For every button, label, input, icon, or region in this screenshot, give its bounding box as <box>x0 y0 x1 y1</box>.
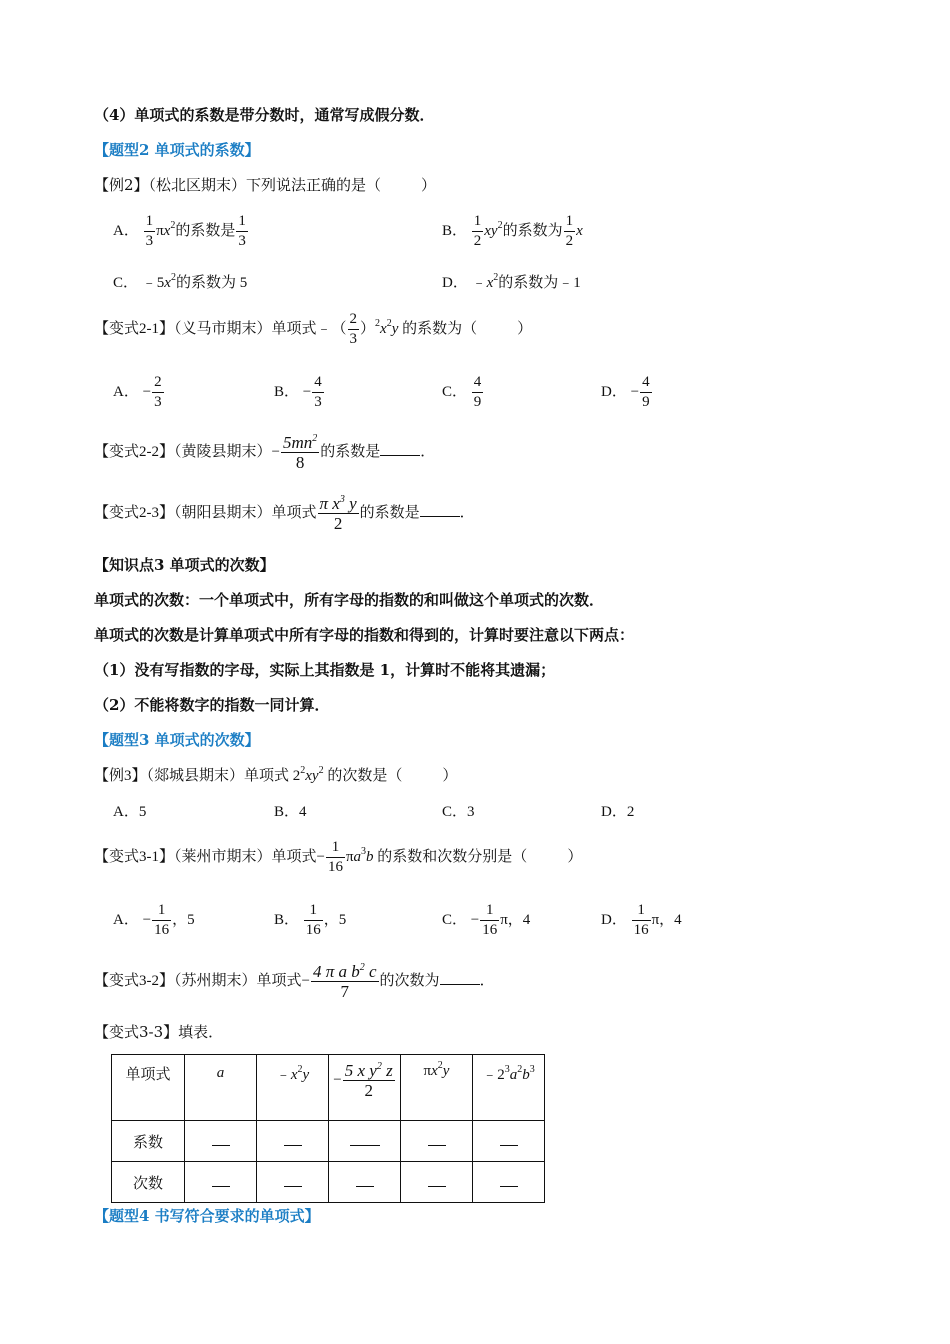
example3-option-d: D．2 <box>601 804 635 820</box>
kp3-line3: （1）没有写指数的字母，实际上其指数是 1，计算时不能将其遗漏； <box>94 661 556 679</box>
example3-option-a: A．5 <box>113 804 147 820</box>
answer-blank[interactable] <box>420 502 460 517</box>
example3-option-b: B．4 <box>274 804 307 820</box>
variant2-1-question: 【变式2-1】（义马市期末）单项式﹣（ $\frac{2}{3}$ ）$^2x^2y$ 的系数为（ ） <box>94 311 533 347</box>
variant2-2-question: 【变式2-2】（黄陵县期末）− $\frac{5mn^2}{8}$ 的系数是 ． <box>94 433 436 472</box>
example3-question: 【例3】（郯城县期末）单项式 $2^2xy^2$ 的次数是（ ） <box>94 765 458 784</box>
rule-4: （4）单项式的系数是带分数时，通常写成假分数． <box>94 106 435 124</box>
variant2-3-question: 【变式2-3】（朝阳县期末）单项式 $\frac{\pi x^3 y}{2}$ 的系数是 ． <box>94 494 475 533</box>
example3-option-c: C．3 <box>442 804 475 820</box>
type3-title: 【题型3 单项式的次数】 <box>94 731 260 749</box>
variant3-1-question: 【变式3-1】（莱州市期末）单项式− $\frac{1}{16}$ $\pi a^3b$ 的系数和次数分别是（ ） <box>94 839 583 875</box>
variant3-2-question: 【变式3-2】（苏州期末）单项式− $\frac{4 \pi a b^2 c}{7}$ 的次数为 ． <box>94 962 495 1001</box>
type2-title: 【题型2 单项式的系数】 <box>94 141 260 159</box>
fill-table: 单项式 a $﹣x^2y$ − $\frac{5 x y^2 z}{2}$ $\pi x^2y$ $﹣2^3a^2b^3$ 系数 次数 <box>111 1054 545 1203</box>
kp3-line2: 单项式的次数是计算单项式中所有字母的指数和得到的，计算时要注意以下两点： <box>94 626 635 644</box>
type4-title: 【题型4 书写符合要求的单项式】 <box>94 1207 320 1225</box>
kp3-title: 【知识点3 单项式的次数】 <box>94 556 275 574</box>
variant2-1-option-b: B． − $\frac{4}{3}$ <box>274 374 322 410</box>
variant2-1-option-c: C． $\frac{4}{9}$ <box>442 374 482 410</box>
variant3-3-question: 【变式3-3】填表． <box>94 1023 224 1041</box>
answer-blank[interactable] <box>440 970 480 985</box>
kp3-line1: 单项式的次数：一个单项式中，所有字母的指数的和叫做这个单项式的次数． <box>94 591 605 609</box>
variant3-1-option-c: C． − $\frac{1}{16}$ π，4 <box>442 902 531 938</box>
variant2-1-option-d: D． − $\frac{4}{9}$ <box>601 374 650 410</box>
table-header-monomial: 单项式 <box>112 1055 185 1121</box>
variant3-1-option-a: A． − $\frac{1}{16}$ ，5 <box>113 902 195 938</box>
example2-option-d: D． $﹣x^2$的系数为﹣1 <box>442 272 581 291</box>
variant3-1-option-b: B． $\frac{1}{16}$ ，5 <box>274 902 347 938</box>
answer-blank[interactable] <box>380 441 420 456</box>
table-row-coefficient: 系数 <box>112 1121 185 1162</box>
example2-option-a: A． $\frac{1}{3}$ $\pi x^2$的系数是 $\frac{1}{3}$ <box>113 213 246 249</box>
example2-option-c: C． $﹣5x^2$的系数为 5 <box>113 272 248 291</box>
variant2-1-option-a: A． − $\frac{2}{3}$ <box>113 374 162 410</box>
kp3-line4: （2）不能将数字的指数一同计算． <box>94 696 330 714</box>
variant3-1-option-d: D． $\frac{1}{16}$ π，4 <box>601 902 682 938</box>
table-row-degree: 次数 <box>112 1162 185 1203</box>
example2-option-b: B． $\frac{1}{2}$ $xy^2$的系数为 $\frac{1}{2}$ x <box>442 213 583 249</box>
example2-question: 【例2】（松北区期末）下列说法正确的是（ ） <box>94 176 437 194</box>
